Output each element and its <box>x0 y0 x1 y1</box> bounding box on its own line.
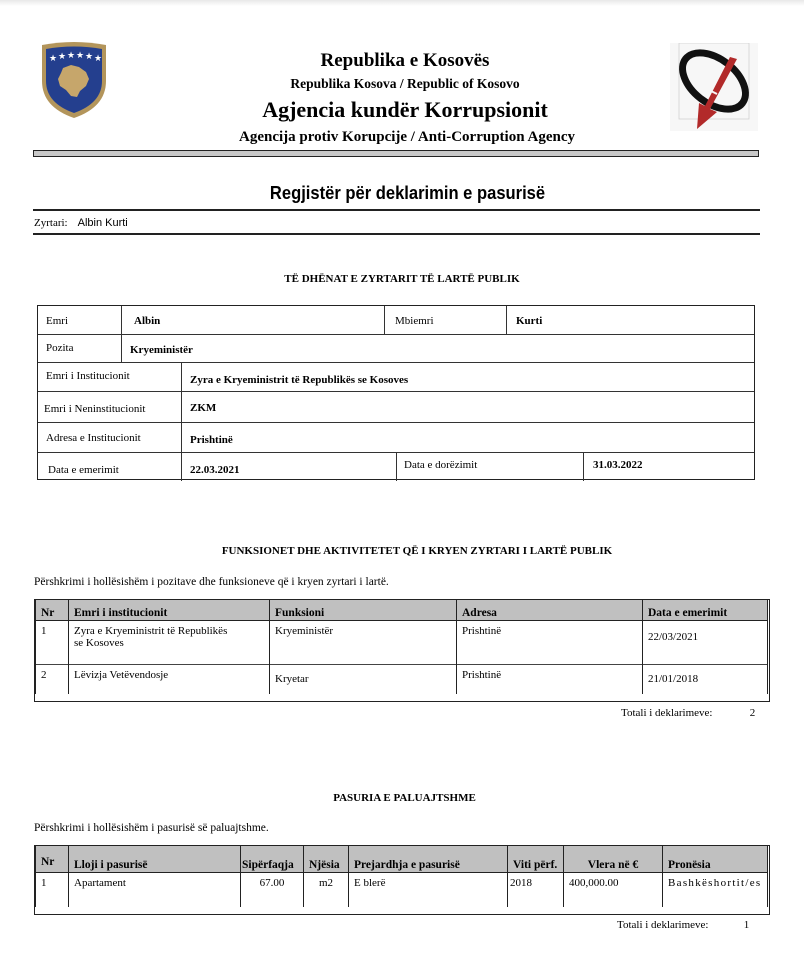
cell-institution: Lëvizja Vetëvendosje <box>69 665 270 694</box>
first-name-value: Albin <box>134 315 161 327</box>
submission-date-value: 31.03.2022 <box>593 459 643 471</box>
cell-date: 22/03/2021 <box>643 621 768 665</box>
col-origin: Prejardhja e pasurisë <box>349 846 508 873</box>
functions-total-value: 2 <box>749 707 756 719</box>
cell-function: Kryetar <box>270 665 457 694</box>
sub-institution-value: ZKM <box>190 402 217 414</box>
cell-year: 2018 <box>508 873 564 907</box>
col-unit: Njësia <box>304 846 349 873</box>
submission-date-label: Data e dorëzimit <box>404 459 478 471</box>
cell-function: Kryeministër <box>270 621 457 665</box>
row-address <box>38 422 754 453</box>
property-table <box>35 845 768 907</box>
official-line <box>34 217 128 229</box>
register-title: Regjistër për deklarimin e pasurisë <box>269 183 546 203</box>
functions-section-title: FUNKSIONET DHE AKTIVITETET QË I KRYEN ZYRTARI I LARTË PUBLIK <box>221 545 613 557</box>
col-property-type: Lloji i pasurisë <box>69 846 241 873</box>
property-description: Përshkrimi i hollësishëm i pasurisë së paluajtshme. <box>34 822 269 834</box>
cell-value: 400,000.00 <box>564 873 663 907</box>
svg-text:★: ★ <box>58 52 67 62</box>
cell-nr: 1 <box>36 873 69 907</box>
row-name <box>38 306 754 334</box>
col-appointment-date: Data e emerimit <box>643 600 768 621</box>
address-value: Prishtinë <box>190 434 233 446</box>
position-label: Pozita <box>46 342 74 354</box>
appointment-date-value: 22.03.2021 <box>190 464 240 476</box>
first-name-label: Emri <box>46 315 68 327</box>
col-year: Viti përf. <box>508 846 564 873</box>
position-value: Kryeministër <box>130 344 193 356</box>
property-header-row <box>36 846 768 873</box>
agency-subtitle: Agencija protiv Korupcije / Anti-Corruption Agency <box>239 129 575 145</box>
cell-property-type: Apartament <box>69 873 241 907</box>
title-rule <box>33 209 760 211</box>
table-row <box>36 621 768 665</box>
cell-area: 67.00 <box>241 873 304 907</box>
last-name-label: Mbiemri <box>395 315 434 327</box>
cell-unit: m2 <box>304 873 349 907</box>
sub-institution-label: Emri i Neninstitucionit <box>44 403 146 415</box>
anti-corruption-logo-icon <box>670 43 758 131</box>
table-row <box>36 873 768 907</box>
appointment-date-label: Data e emerimit <box>48 464 119 476</box>
svg-text:★: ★ <box>85 52 94 62</box>
cell-address: Prishtinë <box>457 621 643 665</box>
cell-nr: 2 <box>36 665 69 694</box>
institution-value: Zyra e Kryeministrit të Republikës se Kosoves <box>190 374 409 386</box>
col-area: Sipërfaqja <box>241 846 304 873</box>
functions-total-label: Totali i deklarimeve: <box>621 707 713 719</box>
col-nr: Nr <box>36 600 69 621</box>
official-data-section-title: TË DHËNAT E ZYRTARIT TË LARTË PUBLIK <box>284 273 520 285</box>
svg-text:★: ★ <box>76 51 85 61</box>
cell-date: 21/01/2018 <box>643 665 768 694</box>
cell-origin: E blerë <box>349 873 508 907</box>
functions-table <box>35 599 768 694</box>
svg-text:★: ★ <box>94 54 103 64</box>
table-row <box>36 665 768 694</box>
col-value: Vlera në € <box>564 846 663 873</box>
cell-address: Prishtinë <box>457 665 643 694</box>
page-top-shade <box>0 0 804 6</box>
col-function: Funksioni <box>270 600 457 621</box>
republic-title: Republika e Kosovës <box>320 50 490 71</box>
functions-total <box>621 707 755 719</box>
svg-text:★: ★ <box>67 51 76 61</box>
republic-subtitle: Republika Kosova / Republic of Kosovo <box>290 76 520 91</box>
property-section-title: PASURIA E PALUAJTSHME <box>333 792 476 804</box>
col-nr: Nr <box>36 846 69 873</box>
address-label: Adresa e Institucionit <box>46 432 141 444</box>
svg-text:★: ★ <box>49 54 58 64</box>
official-label: Zyrtari: <box>34 217 68 229</box>
functions-description: Përshkrimi i hollësishëm i pozitave dhe funksioneve që i kryen zyrtari i lartë. <box>34 576 389 588</box>
official-data-box <box>37 305 755 480</box>
property-total-label: Totali i deklarimeve: <box>617 919 709 931</box>
property-total-value: 1 <box>743 919 750 931</box>
cell-nr: 1 <box>36 621 69 665</box>
row-dates <box>38 452 754 481</box>
col-institution: Emri i institucionit <box>69 600 270 621</box>
row-sub-institution <box>38 391 754 423</box>
property-total <box>617 919 749 931</box>
row-position <box>38 334 754 363</box>
institution-label: Emri i Institucionit <box>46 370 130 382</box>
cell-institution: Zyra e Kryeministrit të Republikës se Kosoves <box>69 621 270 665</box>
header-divider-bar <box>33 150 759 157</box>
agency-title: Agjencia kundër Korrupsionit <box>262 97 548 122</box>
official-name: Albin Kurti <box>77 217 128 229</box>
cell-ownership: Bashkëshortit/es <box>663 873 768 907</box>
official-rule <box>33 233 760 235</box>
functions-header-row <box>36 600 768 621</box>
col-address: Adresa <box>457 600 643 621</box>
row-institution <box>38 362 754 392</box>
last-name-value: Kurti <box>516 315 543 327</box>
col-ownership: Pronësia <box>663 846 768 873</box>
